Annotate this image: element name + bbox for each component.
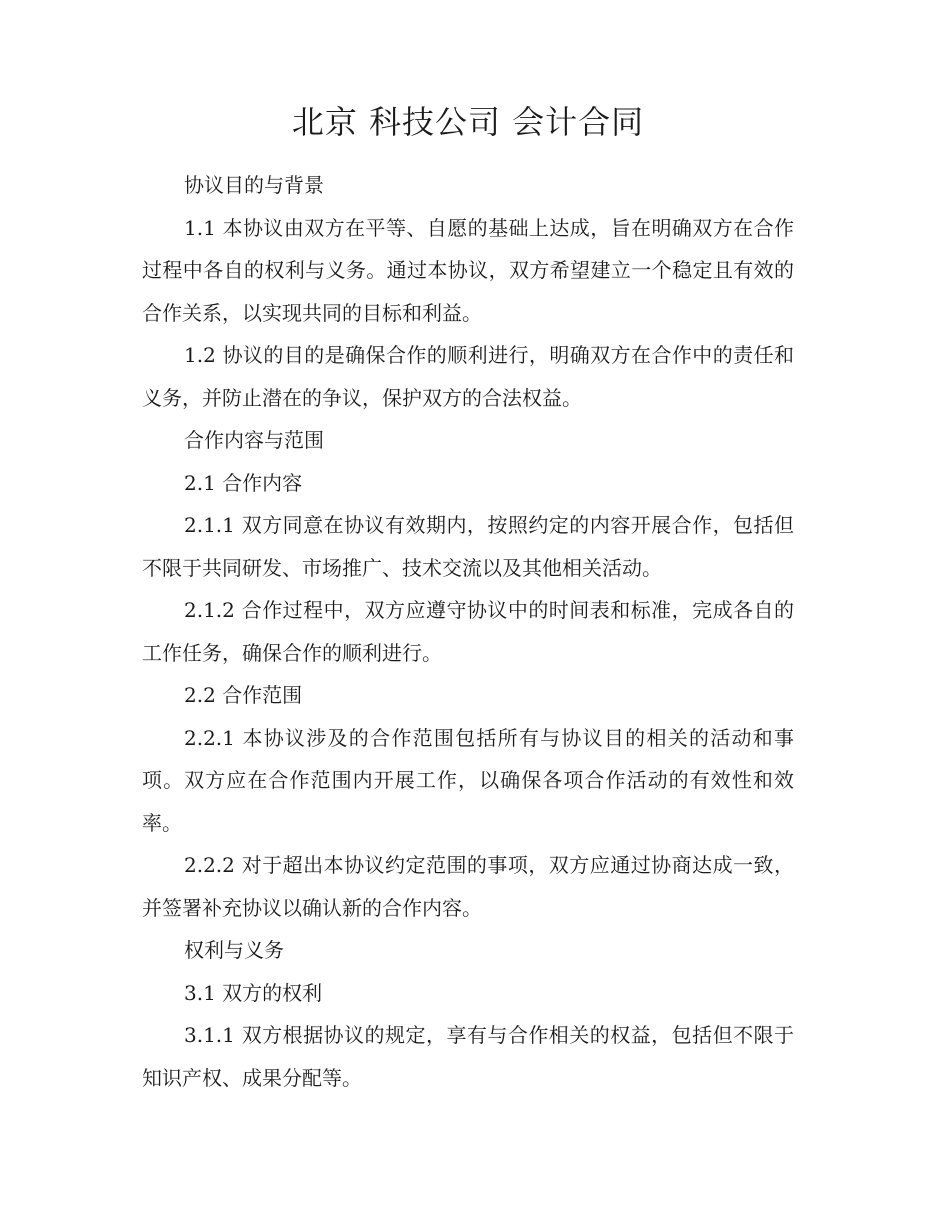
- clause-2-2: 2.2 合作范围: [184, 683, 303, 707]
- clause-3-1: 3.1 双方的权利: [184, 980, 323, 1005]
- section-heading-purpose: 协议目的与背景: [184, 173, 324, 197]
- section-heading-scope: 合作内容与范围: [184, 428, 324, 452]
- clause-3-1-1: 3.1.1 双方根据协议的规定，享有与合作相关的权益，包括但不限于知识产权、成果分配等。: [142, 1023, 794, 1090]
- section-heading-rights: 权利与义务: [184, 938, 284, 962]
- clause-2-1-1: 2.1.1 双方同意在协议有效期内，按照约定的内容开展合作，包括但不限于共同研发、市场推广、技术交流以及其他相关活动。: [142, 513, 794, 580]
- document-body: [142, 94, 794, 1099]
- document-title: 北京 科技公司 会计合同: [291, 103, 645, 141]
- clause-2-2-2: 2.2.2 对于超出本协议约定范围的事项，双方应通过协商达成一致，并签署补充协议以确认新的合作内容。: [142, 853, 794, 920]
- clause-1-1: 1.1 本协议由双方在平等、自愿的基础上达成，旨在明确双方在合作过程中各自的权利与义务。通过本协议，双方希望建立一个稳定且有效的合作关系，以实现共同的目标和利益。: [142, 215, 794, 325]
- clause-2-1: 2.1 合作内容: [184, 470, 303, 495]
- clause-1-2: 1.2 协议的目的是确保合作的顺利进行，明确双方在合作中的责任和义务，并防止潜在的争议，保护双方的合法权益。: [142, 343, 794, 410]
- clause-2-1-2: 2.1.2 合作过程中，双方应遵守协议中的时间表和标准，完成各自的工作任务，确保合作的顺利进行。: [142, 598, 794, 665]
- clause-2-2-1: 2.2.1 本协议涉及的合作范围包括所有与协议目的相关的活动和事项。双方应在合作范围内开展工作，以确保各项合作活动的有效性和效率。: [142, 725, 794, 835]
